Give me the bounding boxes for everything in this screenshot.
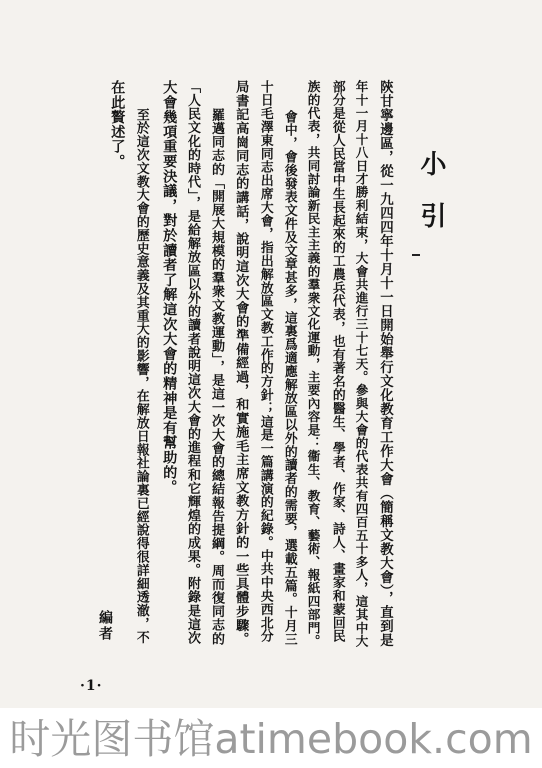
- text-column-11: 至於這次文教大會的歷史意義及其重大的影響，在解放日報社論裏已經說得很詳細透澈，不: [133, 108, 149, 644]
- page-number: ·1·: [80, 678, 103, 694]
- text-column-3: 部分是從人民當中生長起來的工農兵代表，也有著名的醫生、學者、作家、詩人、畫家和蒙回民: [329, 80, 345, 643]
- text-column-12: 在此贅述了。: [109, 80, 126, 169]
- text-column-1: 陝甘寧邊區，從一九四四年十月十一日開始舉行文化教育工作大會（簡稱文教大會），直到是: [377, 80, 394, 648]
- text-column-10: 大會幾項重要決議，對於讀者了解這次大會的精神是有幫助的。: [161, 80, 178, 495]
- editor-signature: 編者: [97, 610, 113, 642]
- text-column-8: 羅邁同志的「開展大規模的羣衆文教運動」，是這一次大會的總結報告提綱。周而復同志的: [209, 108, 224, 646]
- watermark-banner: 时光图书馆atimebook.com: [0, 710, 542, 768]
- text-column-6: 十日毛澤東同志出席大會，指出解放區文教工作的方針；這是一篇講演的紀錄。中共中央西北分: [257, 80, 273, 643]
- text-column-7: 局書記高崗同志的講話，說明這次大會的準備經過，和實施毛主席文教方針的一些具體步驟。: [233, 80, 249, 646]
- text-column-5: 會中，會後發表文件及文章甚多，這裏爲適應解放區以外的讀者的需要，選載五篇。十月三: [281, 110, 297, 646]
- text-column-4: 族的代表，共同討論新民主主義的羣衆文化運動，主要內容是：衞生、教育、藝術、報紙四部門。: [305, 80, 321, 648]
- title-mark: [412, 254, 420, 256]
- page-title: 小引: [416, 150, 446, 254]
- text-column-2: 年十一月十八日才勝利結束，大會共進行三十七天。參與大會的代表共有四百五十多人，這其中大: [353, 80, 369, 648]
- text-column-9: 「人民文化的時代」，是給解放區以外的讀者說明這次大會的進程和它輝煌的成果。附錄是這次: [185, 80, 200, 645]
